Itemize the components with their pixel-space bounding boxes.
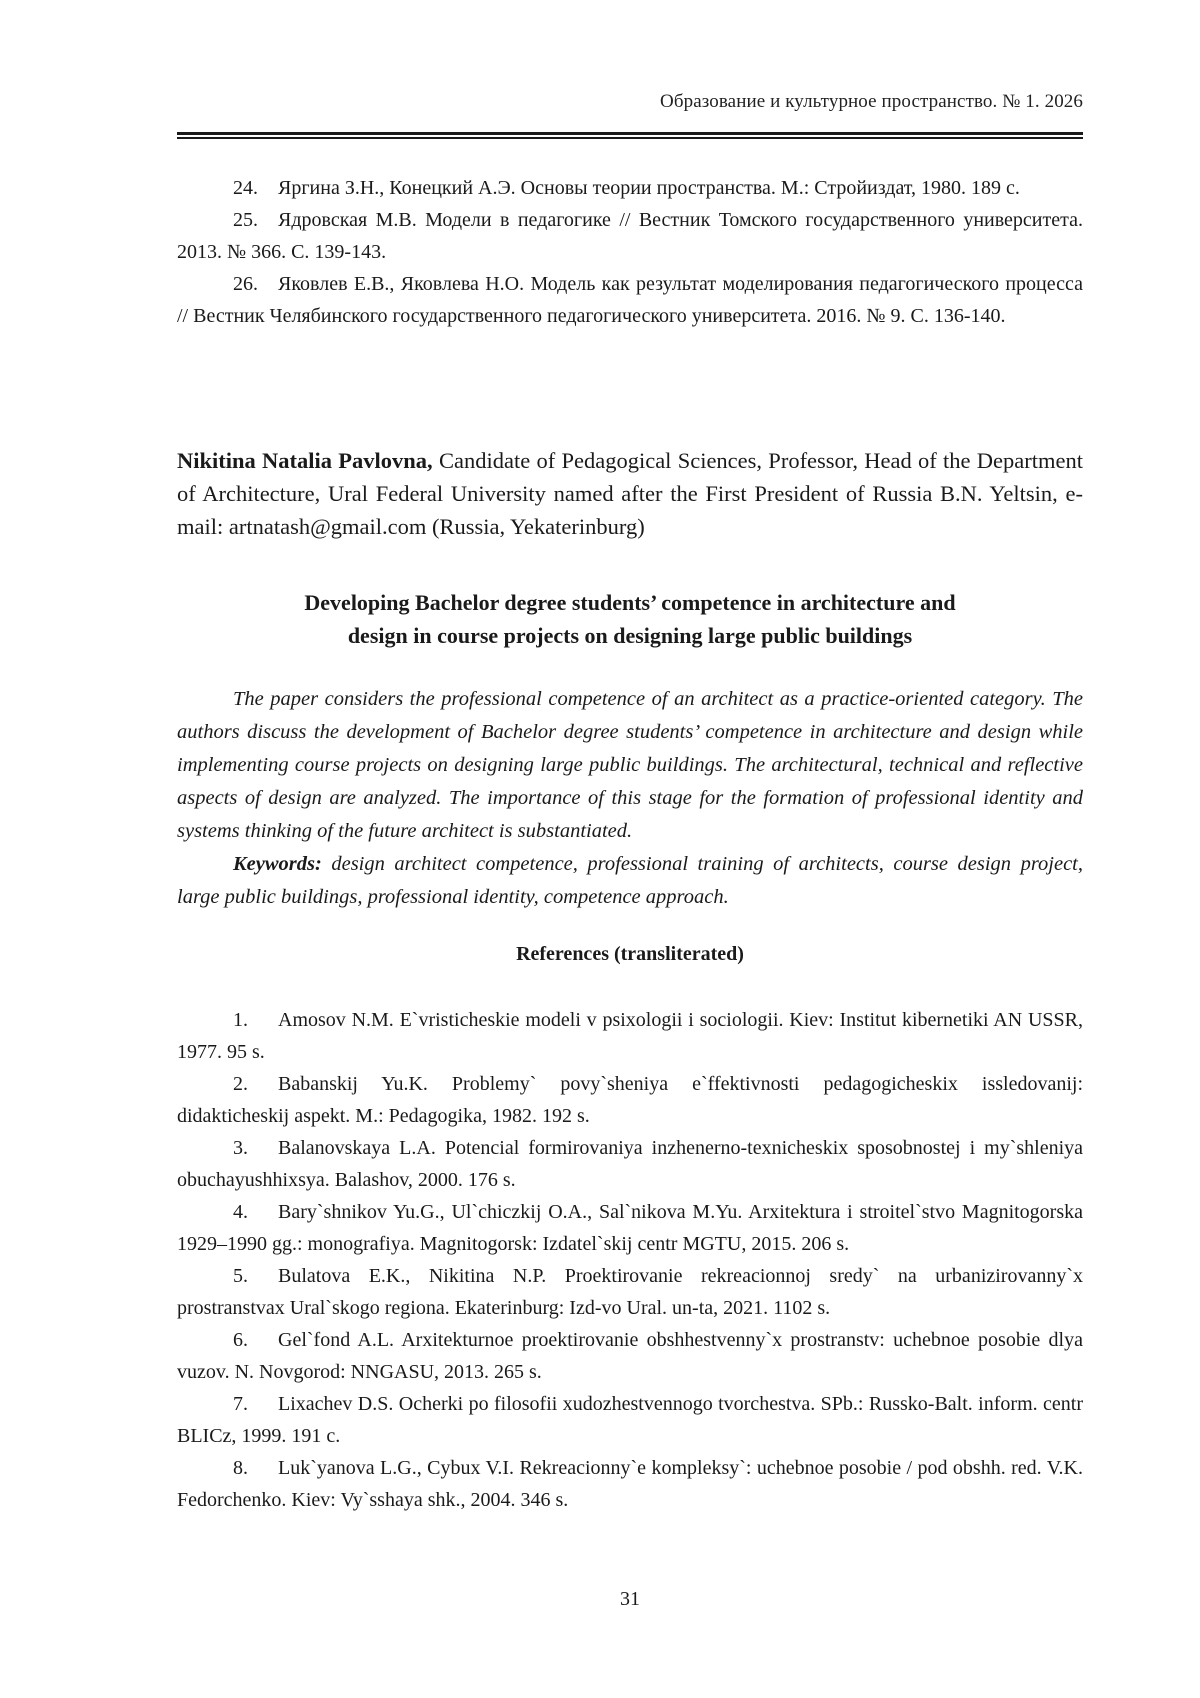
list-item <box>177 1388 1083 1452</box>
header-rule-bottom <box>177 137 1083 139</box>
previous-references <box>177 172 1083 332</box>
ref-text: Lixachev D.S. Ocherki po filosofii xudozhestvennogo tvorchestva. SPb.: Russko-Balt. inform. centr BLICz, 1999. 191 c. <box>177 1393 1083 1447</box>
ref-text: Ядровская М.В. Модели в педагогике // Вестник Томского государственного университета. 2013. № 366. С. 139-143. <box>177 209 1083 263</box>
ref-text: Balanovskaya L.A. Potencial formirovaniya inzhenerno-texnicheskix sposobnostej i my`shleniya obuchayushhixsya. Balashov, 2000. 176 s. <box>177 1137 1083 1191</box>
ref-number: 1. <box>233 1009 248 1031</box>
ref-number: 2. <box>233 1073 248 1095</box>
ref-text: Bulatova E.K., Nikitina N.P. Proektirovanie rekreacionnoj sredy` na urbanizirovanny`x prostranstvax Ural`skogo regiona. Ekaterinburg: Izd-vo Ural. un-ta, 2021. 1102 s. <box>177 1265 1083 1319</box>
ref-number: 26. <box>233 273 258 295</box>
references-heading: References (transliterated) <box>516 943 744 965</box>
list-item <box>177 268 1083 332</box>
list-item <box>177 1452 1083 1516</box>
ref-text: Bary`shnikov Yu.G., Ul`chiczkij O.A., Sal`nikova M.Yu. Arxitektura i stroitel`stvo Magnitogorska 1929–1990 gg.: monografiya. Magnitogorsk: Izdatel`skij centr MGTU, 2015. 206 s. <box>177 1201 1083 1255</box>
ref-number: 6. <box>233 1329 248 1351</box>
ref-number: 4. <box>233 1201 248 1223</box>
ref-text: Babanskij Yu.K. Problemy` povy`sheniya e`ffektivnosti pedagogicheskix issledovanij: didakticheskij aspekt. M.: Pedagogika, 1982. 192 s. <box>177 1073 1083 1127</box>
running-header: Образование и культурное пространство. № 1. 2026 <box>660 91 1083 112</box>
list-item <box>177 204 1083 268</box>
ref-number: 8. <box>233 1457 248 1479</box>
ref-number: 24. <box>233 177 258 199</box>
header-rule-top <box>177 132 1083 135</box>
keywords-label: Keywords: <box>233 853 322 875</box>
ref-text: Яргина З.Н., Конецкий А.Э. Основы теории пространства. М.: Стройиздат, 1980. 189 с. <box>278 177 1020 199</box>
list-item <box>177 1004 1083 1068</box>
page <box>177 0 1083 1698</box>
ref-number: 5. <box>233 1265 248 1287</box>
article-title <box>177 586 1083 652</box>
title-line-2: design in course projects on designing large public buildings <box>347 623 913 648</box>
list-item <box>177 1196 1083 1260</box>
abstract <box>177 683 1083 914</box>
list-item <box>177 1324 1083 1388</box>
ref-number: 3. <box>233 1137 248 1159</box>
list-item <box>177 172 1083 204</box>
ref-text: Яковлев Е.В., Яковлева Н.О. Модель как результат моделирования педагогического процесса // Вестник Челябинского государственного педагогического университета. 2016. № 9. С. 136-140. <box>177 273 1083 327</box>
keywords <box>177 848 1083 914</box>
author-info <box>177 444 1083 543</box>
ref-text: Luk`yanova L.G., Cybux V.I. Rekreacionny`e kompleksy`: uchebnoe posobie / pod obshh. red. V.K. Fedorchenko. Kiev: Vy`sshaya shk., 2004. 346 s. <box>177 1457 1083 1511</box>
author-details: Candidate of Pedagogical Sciences, Professor, Head of the Department of Architecture, Ural Federal University named after the First President of Russia B.N. Yeltsin, e-mail: artnatash@gmail.com (Russia, Yekaterinburg) <box>177 448 1084 539</box>
abstract-text: The paper considers the professional competence of an architect as a practice-oriented category. The authors discuss the development of Bachelor degree students’ competence in architecture and design while implementing course projects on designing large public buildings. The architectural, technical and reflective aspects of design are analyzed. The importance of this stage for the formation of professional identity and systems thinking of the future architect is substantiated. <box>177 688 1083 842</box>
ref-text: Gel`fond A.L. Arxitekturnoe proektirovanie obshhestvenny`x prostranstv: uchebnoe posobie dlya vuzov. N. Novgorod: NNGASU, 2013. 265 s. <box>177 1329 1083 1383</box>
keywords-text: design architect competence, professional training of architects, course design project, large public buildings, professional identity, competence approach. <box>177 853 1084 908</box>
ref-number: 25. <box>233 209 258 231</box>
title-line-1: Developing Bachelor degree students’ competence in architecture and <box>304 590 956 615</box>
ref-number: 7. <box>233 1393 248 1415</box>
author-name: Nikitina Natalia Pavlovna, <box>177 448 433 473</box>
list-item <box>177 1068 1083 1132</box>
list-item <box>177 1260 1083 1324</box>
page-number: 31 <box>620 1588 640 1610</box>
ref-text: Amosov N.M. E`vristicheskie modeli v psixologii i sociologii. Kiev: Institut kibernetiki AN USSR, 1977. 95 s. <box>177 1009 1083 1063</box>
references-list <box>177 1004 1083 1516</box>
list-item <box>177 1132 1083 1196</box>
